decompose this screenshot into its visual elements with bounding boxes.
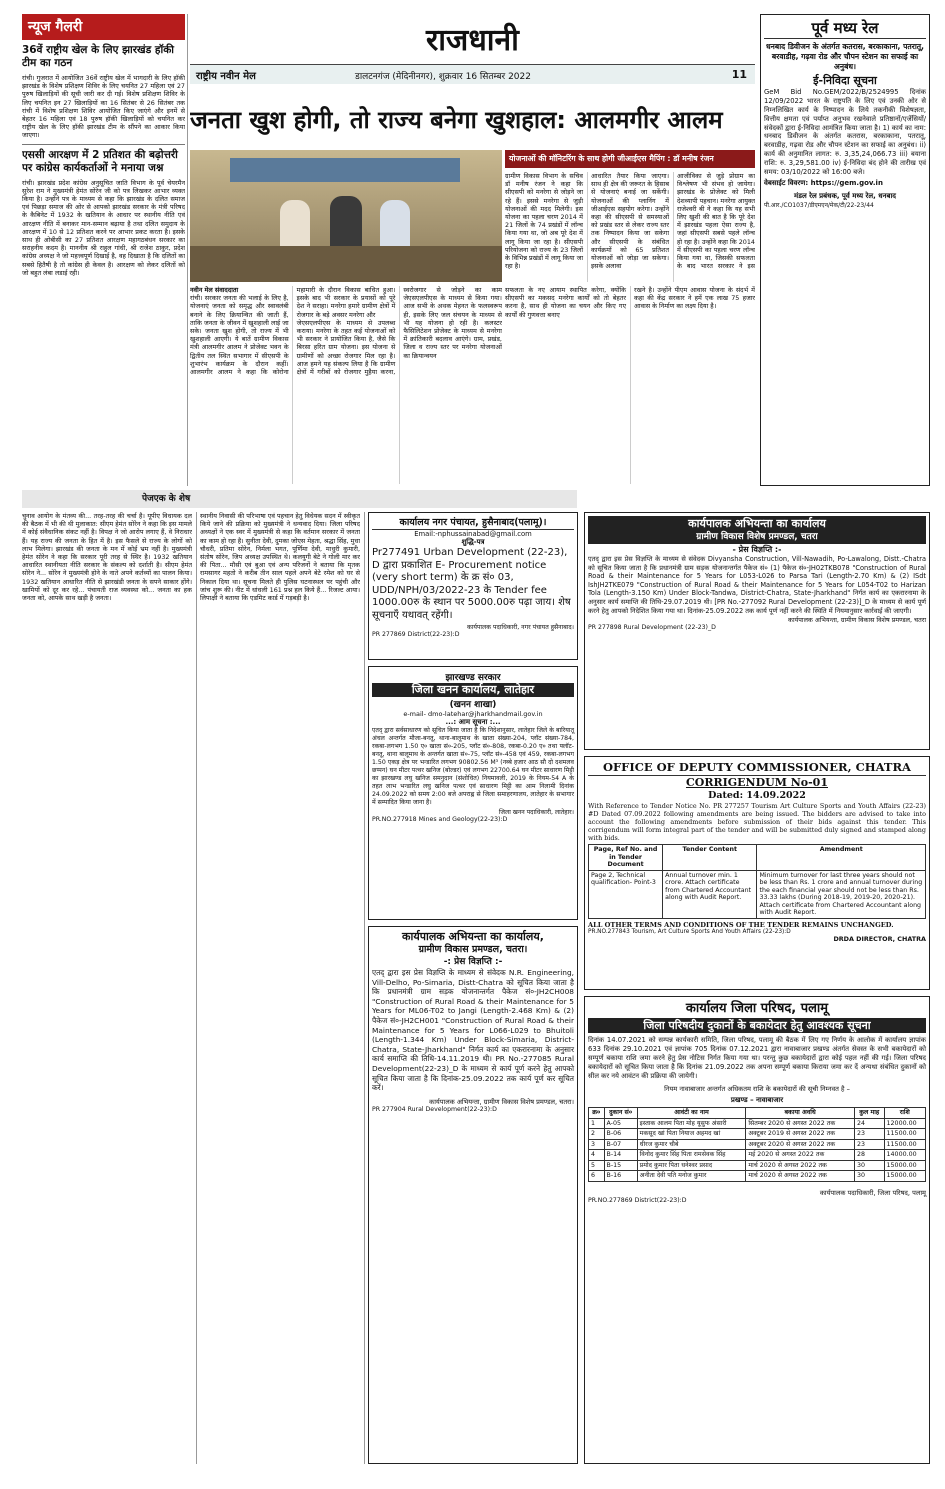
news-gallery-label: न्यूज गैलरी	[22, 14, 185, 40]
sub-story-col: सफलता के नए आयाम स्थापित करेगा, क्योंकि सीएसपी का मकसद मनरेगा कार्यों को तो बेहतर करना है, साथ ही योजना का चयन और किए गए कार्यों की गुणवत्ता बनाए	[505, 286, 626, 319]
table-cell: Minimum turnover for last three years should not be less than Rs. 1 crore and annual turnover during the each financial year should not be less than Rs. 33.33 lakhs (During 2018-19, 2019-20, 2020-21). Attach certificate from Chartered Accountant along with Audit Report.	[757, 870, 926, 918]
story-title: एससी आरक्षण में 2 प्रतिशत की बढ़ोत्तरी पर कांग्रेस कार्यकर्ताओं ने मनाया जश्न	[22, 148, 178, 174]
dc-org: OFFICE OF DEPUTY COMMISSIONER, CHATRA	[588, 760, 926, 776]
dc-chatra-notice	[584, 756, 930, 990]
table-header: क्र०	[589, 1108, 605, 1119]
khanan-sign: जिला खनन पदाधिकारी, लातेहार।	[498, 809, 574, 816]
zila-block: प्रखण्ड – नावाबाजार	[730, 1096, 784, 1104]
nagar-ref: PR 277869 District(22-23):D	[372, 631, 460, 638]
zila-notice	[584, 996, 930, 1464]
table-cell: 12000.00	[884, 1118, 925, 1129]
rail-site[interactable]: वेबसाईट विवरण: https://gem.gov.in	[764, 179, 883, 188]
table-row	[589, 1171, 926, 1182]
table-cell: 6	[589, 1171, 605, 1182]
table-cell: प्रमोद कुमार पिता धनेश्वर प्रसाद	[637, 1160, 746, 1171]
table-header: कुल माह	[854, 1108, 884, 1119]
table-cell: 1	[589, 1118, 605, 1129]
ee-small-sub: -: प्रेस विज्ञप्ति :-	[443, 957, 503, 967]
dc-sign: DRDA DIRECTOR, CHATRA	[833, 934, 926, 943]
dc-ref: PR.NO.277843 Tourism, Art Culture Sports And Youth Affairs (22-23):D	[588, 928, 791, 935]
dc-title: CORRIGENDUM No-01	[685, 776, 828, 789]
khanan-email: e-mail- dmo-latehar@jharkhandmail.gov.in	[403, 710, 543, 718]
table-row	[589, 1150, 926, 1161]
ee-big-org2: ग्रामीण विकास विशेष प्रमण्डल, चतरा	[588, 531, 926, 544]
zila-org: कार्यालय जिला परिषद, पलामू	[685, 1001, 829, 1016]
dc-amendment-table	[588, 844, 926, 919]
dateline: डालटनगंज (मेदिनीनगर), शुक्रवार 16 सितम्बर 2022	[355, 72, 531, 82]
table-cell: अक्टूबर 2020 से अगस्त 2022 तक	[746, 1139, 855, 1150]
photo-table	[190, 246, 502, 282]
sub-story-col: आजीविका से जुड़े प्रोग्राम का विश्लेषण भी संभव हो जायेगा। झारखंड के प्रोजेक्ट को मिली देशव्यापी पहचान। मनरेगा आयुक्त राजेश्वरी बी ने कहा कि यह सभी लिए खुशी की बात है कि पूरे देश में झारखंड पहला ऐसा राज्य है, जहां सीएसपी सबसे पहले लॉन्च हो रहा है। उन्होंने कहा कि 2014 में सीएसपी का पहला चरण लॉन्च किया गया था, जिसकी सफलता के बाद भारत सरकार ने इस	[677, 172, 755, 271]
zila-table-caption: नियम नावाबाजार अन्तर्गत अधिकतम राशि के बकायेदारों की सूची निम्नवत है –	[664, 1085, 850, 1093]
ee-small-sign: कार्यपालक अभियन्ता, ग्रामीण विकास विशेष प्रमण्डल, चतरा।	[429, 1097, 574, 1106]
sub-story-body	[505, 172, 755, 282]
table-row	[589, 1118, 926, 1129]
rail-org: पूर्व मध्य रेल	[764, 18, 926, 39]
ee-big-org: कार्यपालक अभियन्ता का कार्यालय	[588, 516, 926, 531]
khanan-org2: (खनन शाखा)	[449, 700, 497, 710]
dc-date: Dated: 14.09.2022	[708, 790, 806, 801]
news-gallery	[22, 14, 185, 486]
ee-chatra-small-notice	[368, 926, 578, 1464]
table-cell: B-07	[604, 1139, 637, 1150]
rail-sub: धनबाद डिवीजन के अंतर्गत कतरास, बरकाकाना, पतरातू, बरवाडीह, गढ़वा रोड और चौपन स्टेशन का सफाई का अनुबंध।	[766, 42, 924, 71]
lead-headline: जनता खुश होगी, तो राज्य बनेगा खुशहाल: आलमगीर आलम	[190, 106, 723, 134]
brand-name: राष्ट्रीय नवीन मेल	[196, 71, 256, 82]
lead-photo	[190, 150, 502, 282]
table-cell: 15000.00	[884, 1171, 925, 1182]
lead-col: रखने है। उन्होंने पीएम आवास योजना के संदर्भ में कहा की केंद्र सरकार ने हमें एक लाख 75 हजार आवास के निर्माण का लक्ष्य दिया है।	[634, 286, 755, 311]
table-cell: Annual turnover min. 1 crore. Attach certificate from Chartered Accountant along with Audit Report.	[663, 870, 757, 918]
masthead	[190, 22, 755, 88]
table-cell: 3	[589, 1139, 605, 1150]
dc-body: With Reference to Tender Notice No. PR 277257 Tourism Art Culture Sports and Youth Affairs (22-23) #D Dated 07.09.2022 following amendments are being issued. The bidders are advised to take into account the following amendments before submission of their bids against this tender. This corrigendum will form integral part of the tender and will be submitted duly signed and stamped along with bids.	[588, 802, 926, 842]
zila-title: जिला परिषदीय दुकानों के बकायेदार हेतु आवश्यक सूचना	[588, 1018, 926, 1033]
table-cell: 5	[589, 1160, 605, 1171]
table-cell: 4	[589, 1150, 605, 1161]
rail-body: GeM Bid No.GEM/2022/B/2524995 दिनांक 12/09/2022 भारत के राष्ट्रपति के लिए एवं उनकी ओर से निम्नलिखित कार्य के निष्पादन के लिये तकनीकी विशेषज्ञता, वित्तीय क्षमता एवं पर्याप्त अनुभव रखनेवाले प्रतिष्ठानों/एजेंसियों/संवेदकों द्वारा ई-निविदा आमंत्रित किया जाता है। 1) कार्य का नाम: धनबाद डिवीजन के अंतर्गत कतरास, बरकाकाना, पतरातू, बरवाडीह, गढ़वा रोड और चौपन स्टेशन का सफाई का अनुबंध। ii) कार्य की अनुमानित लागत: रु. 3,35,24,066.73 iii) बयाना राशि: रु. 3,29,581.00 iv) ई-निविदा बंद होने की तारीख एवं समय: 03/10/2022 को 16:00 बजे।	[764, 88, 926, 176]
continuation-col-2: स्थानीय निवासी की परिभाषा एवं पहचान हेतु विधेयक सदन में स्वीकृत किये जाने की प्रक्रिया को मुख्यमंत्री ने धन्यवाद दिया। जिला परिषद अध्यक्षों ने एक स्वर में मुख्यमंत्री से कहा कि वर्तमान सरकार में जनता का काम हो रहा है। सुनीता देवी, दुमका जोएस मेहता, श्रद्धा सिंह, मुधा चौधरी, प्रतिमा सोरेन, निर्मला भगत, पूर्णिमा देवी, माधुरी कुमारी, संतोष सोरेन, जिप अध्यक्ष उपस्थित थे। कलयुगी बेटे ने गोली मार कर की पिता... मौसी एवं बुआ एवं अन्य परिजनों ने बताया कि मृतक रामसागर महतो ने करीब तीन साल पहले अपने बेटे रमेश को घर से निकाल दिया था। सूचना मिलते ही पुलिस घटनास्थल पर पहुंची और जांच शुरू की। नीट में धांधली 161 प्रश्न हल किये हैं... रिजल्ट आया। लिपाक्षी ने बताया कि एडमिट कार्ड में गड़बड़ी है।	[200, 512, 360, 603]
table-cell: मकसूद खां पिता नियाज अहमद खां	[637, 1129, 746, 1140]
sub-story-col: आधारित तैयार किया जाएगा। साथ ही क्षेत्र की जरूरत के हिसाब से योजनाएं बनाई जा सकेंगी। योजनाओं की प्लानिंग में जीआईएस सहयोग करेगा। उन्होंने कहा की सीएसपी से समस्याओं को प्रखंड स्तर से लेकर राज्य स्तर तक निष्पादन किया जा सकेगा और सीएसपी के संबंधित कार्यक्रमों को 65 प्रतिशत योजनाओं को जोड़ा जा सकेगा। इसके अलावा	[591, 172, 669, 271]
table-cell: विनोद कुमार सिंह पिता रामसेवक सिंह	[637, 1150, 746, 1161]
khanan-org: जिला खनन कार्यालय, लातेहार	[372, 683, 574, 697]
table-cell: 24	[854, 1118, 884, 1129]
khanan-notice	[368, 666, 578, 920]
section-title: राजधानी	[426, 23, 519, 58]
continuation-label: पेजएक के शेष	[22, 490, 577, 508]
ee-small-org: कार्यपालक अभियन्ता का कार्यालय,	[402, 930, 544, 943]
sub-story-tail	[505, 286, 755, 484]
dc-footer: ALL OTHER TERMS AND CONDITIONS OF THE TENDER REMAINS UNCHANGED.	[588, 920, 894, 929]
photo-banner	[230, 158, 460, 182]
khanan-ref: PR.NO.277918 Mines and Geology(22-23):D	[372, 816, 508, 823]
khanan-sub: ...: आम सूचना :...	[445, 718, 501, 726]
story-body: रांची। गुजरात में आयोजित 36वें राष्ट्रीय खेल में भागदारी के लिए हॉकी झारखंड के विशेष प्रशिक्षण शिविर के लिए चयनित 27 महिला एवं 27 पुरुष खिलाड़ियों की सूची जारी कर दी गई। विशेष प्रशिक्षण शिविर के लिए चयनित इन 27 खिलाड़ियों का 16 सितंबर से 26 सितंबर तक रांची में विशेष प्रशिक्षण शिविर आयोजित किए जाएंगे और इनमें से बेहतर 16 महिला एवं 18 पुरुष हॉकी खिलाड़ियों को चयनित कर राष्ट्रीय खेल के लिए हॉकी झारखंड टीम के सौंपने का आकार किया जाएगा।	[22, 74, 185, 140]
table-row	[589, 1129, 926, 1140]
table-cell: 2	[589, 1129, 605, 1140]
zila-defaulters-table	[588, 1107, 926, 1182]
khanan-body: एतद् द्वारा सर्वसाधारण को सूचित किया जाता है कि निदेशानुसार, लातेहार जिले के बारियातू अंचल अन्तर्गत मौजा-बनतू, थाना-बालूमाथ के खाता संख्या-204, प्लॉट संख्या-784, रकबा-लगभग 1.50 ए० खाता सं०-205, प्लॉट सं०-808, रकबा-0.20 ए० तथा फ्लॉट-बनतू, थाना बालूमाथ के अन्तर्गत खाता सं०-75, प्लॉट सं०-458 एवं 459, रकबा-लगभग 1.50 एकड़ क्षेत्र पर भन्डारित लगभग 90802.56 M³ (नब्बे हजार आठ सौ दो दशमलव छप्पन) घन मीटर पत्थर खनिज (बोल्डर) एवं लगभग 22700.64 घन मीटर साधारण मिट्टी का झारखण्ड लघु खनिज समनुदान (संशोधित) नियमावली, 2019 के नियम-54 A के तहत लाभ भन्डारित लघु खनिज पत्थर एवं साधारण मिट्टी का आम निलामी दिनांक 24.09.2022 को समय 2:00 बजे अपराह्न से जिला समाहरणालय, लातेहार के सभागार में सम्पादित किया जाना है।	[372, 727, 574, 806]
table-cell: B-16	[604, 1171, 637, 1182]
sub-story-col: ग्रामीण विकास विभाग के सचिव डॉ मनीष रंजन ने कहा कि सीएसपी को मनरेगा से जोड़ने जा रहे हैं। इससे मनरेगा से जुड़ी योजनाओं की मदद मिलेगी। इस योजना का पहला चरण 2014 में 21 जिलों के 74 प्रखंडों में लॉन्च किया गया था, जो अब पूरे देश में लागू किया जा रहा है। सीएसपी परियोजना को राज्य के 23 जिलों के विभिन्न प्रखंडों में लागू किया जा रहा है।	[505, 172, 583, 271]
ee-small-org2: ग्रामीण विकास प्रमण्डल, चतरा।	[418, 944, 528, 955]
zila-ref: PR.NO.277869 District(22-23):D	[588, 1196, 687, 1204]
table-cell: 30	[854, 1171, 884, 1182]
table-cell: A-05	[604, 1118, 637, 1129]
table-row	[589, 1139, 926, 1150]
table-header: बकाया अवधि	[746, 1108, 855, 1119]
rail-notice	[760, 14, 930, 486]
ee-big-body: एतद् द्वारा इस प्रेस विज्ञप्ति के माध्यम से संवेदक Divyansha Construction, Vill-Nawadih, Po-Lawalong, Distt.-Chatra को सूचित किया जाता है कि प्रधानमंत्री ग्राम सड़क योजनान्तर्गत पैकेज सं० (1) पैकेज सं०-JH02TKB078 "Construction of Rural Road & their Maintenance for 5 Years for L053-L026 to Parsa Tari (Length-2.70 Km) & (2) ISdt IshJH2TKE079 "Construction of Rural Road & their Maintenance for 5 Years for L054-T02 to Harizan Tola (Length-3.150 Km) Under Block-Tandwa, District-Chatra, State-Jharkhand" निर्गत कार्य का एकरारनामा के अनुसार कार्य समाप्ति की तिथि-29.07.2019 थी। [PR No.-277092 Rural Development (22-23)]_D के माध्यम से कार्य पूर्ण करने हेतु आपको निदेशित किया गया था। दिनांक-25.09.2022 तक कार्य पूर्ण नहीं करने की स्थिति में नियमानुसार कार्रवाई की जाएगी।	[588, 555, 926, 615]
table-cell: B-14	[604, 1150, 637, 1161]
table-header: Page, Ref No. and in Tender Document	[589, 845, 663, 871]
khanan-gov: झारखण्ड सरकार	[445, 673, 501, 683]
sub-story-banner: योजनाओं की मॉनिटरिंग के साथ होगी जीआईएस मैपिंग : डॉ मनीष रंजन	[505, 150, 755, 168]
nagar-sub: शुद्धि-पत्र	[461, 538, 485, 546]
table-row	[589, 1160, 926, 1171]
table-cell: 14000.00	[884, 1150, 925, 1161]
table-header: आवंटी का नाम	[637, 1108, 746, 1119]
ee-big-ref: PR 277898 Rural Development (22-23)_D	[588, 624, 716, 632]
table-cell: 23	[854, 1139, 884, 1150]
ee-small-ref: PR 277904 Rural Development(22-23):D	[372, 1105, 497, 1113]
table-cell: 30	[854, 1160, 884, 1171]
masthead-bar	[190, 64, 755, 84]
story-title: 36वें राष्ट्रीय खेल के लिए झारखंड हॉकी टीम का गठन	[22, 44, 174, 69]
table-cell: मार्च 2020 से अगस्त 2022 तक	[746, 1160, 855, 1171]
ee-big-sign: कार्यपालक अभियन्ता, ग्रामीण विकास विशेष प्रमण्डल, चतरा	[788, 616, 926, 625]
photo-person	[280, 200, 310, 246]
table-cell: B-06	[604, 1129, 637, 1140]
table-header: Tender Content	[663, 845, 757, 871]
zila-body: दिनांक 14.07.2021 को सम्पन्न कार्यकारी समिति, जिला परिषद, पलामू की बैठक में लिए गए निर्णय के आलोक में कार्यालय ज्ञापांक 633 दिनांक 29.10.2021 एवं ज्ञापांक 705 दिनांक 07.12.2021 द्वारा नावाबाजार प्रखण्ड अंतर्गत सेवस्त के सभी बकायेदारों को सम्पूर्ण बकाया राशि जमा करने हेतु प्रेस नोटिस निर्गत किया गया था। परन्तु कुछ बकायेदारों द्वारा कोई पहल नहीं की गई। जिला परिषद बकायेदारों को सूचित किया जाता है कि दिनांक 21.09.2022 तक अपना सम्पूर्ण बकाया किराया जमा कर दें अन्यथा संबंधित दुकानों को सील कर नये आवंटन की प्रक्रिया की जायेगी।	[588, 1036, 926, 1080]
ee-chatra-big-notice	[584, 512, 930, 750]
table-cell: मार्च 2020 से अगस्त 2022 तक	[746, 1171, 855, 1182]
rail-ref: पी.आर./CO1037/डीएमएन/मेक/टी/22-23/44	[764, 202, 874, 210]
table-cell: 28	[854, 1150, 884, 1161]
table-cell: अनीता देवी पति मनोज कुमार	[637, 1171, 746, 1182]
story-body: रांची। झारखंड प्रदेश कांग्रेस अनुसूचित जाति विभाग के पूर्व चेयरमैन सुरेश राम ने मुख्यमंत्री हेमंत सोरेन जी को पत्र लिखकर आभार व्यक्त किया है। उन्होंने पत्र के माध्यम से कहा कि झारखंड के दलित समाज एवं पिछड़ा समाज की ओर से आपको झारखंड सरकार के मंत्री परिषद के कैबिनेट में 1932 के खतियान के आधार पर स्थानीय नीति एवं आरक्षण नीति में बनाकर मान-सम्मान बढ़ाया है तथा दलित समुदाय के आरक्षण में 10 से 12 प्रतिशत करने पर आभार प्रकट करता है। इसके साथ ही ओबीसी का 27 प्रतिशत आरक्षण महागठबंधन सरकार का सराहनीय कदम है। माननीय श्री राहुल गांधी, श्री राजेश ठाकुर, प्रदेश कांग्रेस अध्यक्ष ने जो महत्त्वपूर्ण दिखाई है, वह दिखाता है कि दलितों का सबसे हितैषी है तो कांग्रेस ही केवल है। आरक्षण को लेकर दलितों को जो बहुत लंबा लडाई रही।	[22, 178, 185, 277]
lead-body	[190, 286, 502, 484]
table-cell: 11500.00	[884, 1139, 925, 1150]
table-cell: अक्टूबर 2019 से अगस्त 2022 तक	[746, 1129, 855, 1140]
table-cell: सितम्बर 2020 से अगस्त 2022 तक	[746, 1118, 855, 1129]
lead-byline: नवीन मेल संवाददाता	[190, 286, 239, 294]
nagar-email: Email:-nphussainabad@gmail.com	[414, 530, 532, 538]
table-cell: मई 2020 से अगस्त 2022 तक	[746, 1150, 855, 1161]
photo-person	[330, 196, 362, 246]
lead-col: जेएसएलपीएस के माध्यम से उपलब्ध कराया। मनरेगा के तहत कई योजनाओं को भी सरकार ने प्रायोजित किया है, जैसे कि बिरसा हरित ग्राम योजना। इस योजना से ग्रामीणों को अच्छा रोजगार मिल रहा है। आज हमने यह संकल्प लिया है कि ग्रामीण क्षेत्रों में गरीबों को रोजगार मुहैया करना, स्वरोजगार से जोड़ने का काम जेएसएलपीएस के माध्यम से किया गया। आज सभी के अथक मेहनत के फलस्वरूप ही, इसके लिए जल संचयन के माध्यम से भी यह योजना हो रही है। कलस्टर फैसिलिटेशन प्रोजेक्ट के माध्यम से मनरेगा में क्रांतिकारी बदलाव आएंगे। ग्राम, प्रखंड, जिला व राज्य स्तर पर मनरेगा योजनाओं का क्रियान्वयन	[296, 286, 502, 377]
table-cell: B-15	[604, 1160, 637, 1171]
ee-small-body: एतद् द्वारा इस प्रेस विज्ञप्ति के माध्यम से संवेदक N.R. Engineering, Vill-Delho, Po-Simaria, Distt-Chatra को सूचित किया जाता है कि प्रधानमंत्री ग्राम सड़क योजनान्तर्गत पैकेज सं०-JH2CH008 "Construction of Rural Road & their Maintenance for 5 Years for ML06-T02 to Jangi (Length-2.468 Km) & (2) पैकेज सं०-JH2CH001 "Construction of Rural Road & their Maintenance for 5 Years for L066-L029 to Bhuitoli (Length-1.344 Km) Under Block-Simaria, District-Chatra, State-Jharkhand" निर्गत कार्य का एकरारनामा के अनुसार कार्य समाप्ति की तिथि-14.11.2019 थी। PR No.-277085 Rural Development(22-23)_D के माध्यम से कार्य पूर्ण करने हेतु आपको सूचित किया जाता है कि दिनांक-25.09.2022 तक कार्य पूर्ण कर सूचित करें।	[372, 968, 574, 1093]
table-header: राशि	[884, 1108, 925, 1119]
nagar-org: कार्यालय नगर पंचायत, हुसैनाबाद(पलामू)।	[372, 516, 574, 530]
lead-col: रांची। सरकार जनता की भलाई के लिए है, योजनाएं जनता को समृद्ध और स्वावलंबी बनाने के लिए क्रियान्वित की जाती हैं, ताकि जनता के जीवन में खुशहाली लाई जा सके। जनता खुश होगी, तो राज्य में भी खुशहाली आएगी। ये बातें ग्रामीण विकास मंत्री आलमगीर आलम ने प्रोजेक्ट भवन के द्वितीय तल स्थित सभागार में सीएसपी के शुभारंभ कार्यक्रम के दौरान कहीं। आलमगीर आलम ने कहा कि कोरोना महामारी के दौरान विकास बाधित हुआ। इसके बाद भी सरकार के प्रयासों को पूरे देश ने सराहा। मनरेगा हमारे ग्रामीण क्षेत्रों में रोजगार के बड़े अवसर मनरेगा और	[190, 286, 396, 377]
page-number: 11	[731, 68, 747, 81]
table-cell: इस्ताक आलम पिता मोह यूसुफ अंसारी	[637, 1118, 746, 1129]
table-header: दुकान सं०	[604, 1108, 637, 1119]
zila-sign: कार्यपालक पदाधिकारी, जिला परिषद, पलामू	[819, 1188, 926, 1197]
nagar-body: Pr277491 Urban Development (22-23), D द्वारा प्रकाशित E- Procurement notice (very short term) के क्र सं० 03, UDD/NPH/03/2022-23 के Tender fee 1000.00रु के स्थान पर 5000.00रु पढ़ा जाय। शेष सूचनाएँ यथावत् रहेंगी।	[372, 547, 571, 621]
rail-title: ई-निविदा सूचना	[813, 74, 877, 88]
nagar-notice	[368, 512, 578, 660]
table-cell: धीरज कुमार चौबे	[637, 1139, 746, 1150]
table-cell: 11500.00	[884, 1129, 925, 1140]
nagar-sign: कार्यपालक पदाधिकारी, नगर पंचायत हुसैनाबाद।	[466, 624, 574, 631]
table-cell: 23	[854, 1129, 884, 1140]
table-cell: Page 2, Technical qualification- Point-3	[589, 870, 663, 918]
rail-sign: मंडल रेल प्रबंधक, पूर्व मध्य रेल, धनबाद	[794, 192, 896, 201]
ee-big-sub: - प्रेस विज्ञप्ति :-	[732, 545, 782, 554]
photo-person	[380, 200, 410, 246]
table-cell: 15000.00	[884, 1160, 925, 1171]
table-header: Amendment	[757, 845, 926, 871]
continuation-col-1: चुनाव आयोग के मंतव्य की... तरह-तरह की चर्चा है। यूपीए विधायक दल की बैठक में भी की थी मुलाकात: सीएम हेमंत सोरेन ने कहा कि इस मामले में कोई संवैधानिक संकट नहीं है। विपक्ष ने जो आरोप लगाए हैं, वे निराधार हैं। यह राज्य की जनता के हित में है। इस फैसले से राज्य के लोगों को लाभ मिलेगा। झारखंड की जनता के मन में कोई भ्रम नहीं है। मुख्यमंत्री हेमंत सोरेन ने कहा कि सरकार पूरी तरह से स्थिर है। 1932 खतियान आधारित स्थानीयता नीति सरकार के संकल्प को दर्शाती है। सीएम हेमंत सोरेन ने... सोरेन ने मुख्यमंत्री होने के नाते अपने कर्तव्यों का पालन किया। 1932 खतियान आधारित नीति से झारखंडी जनता के सपने साकार होंगे। खामियों को दूर कर रहे... पंचायती राज व्यवस्था को... जनता का हक जनता को, आपके साथ खड़ी है जनता।	[22, 512, 192, 603]
